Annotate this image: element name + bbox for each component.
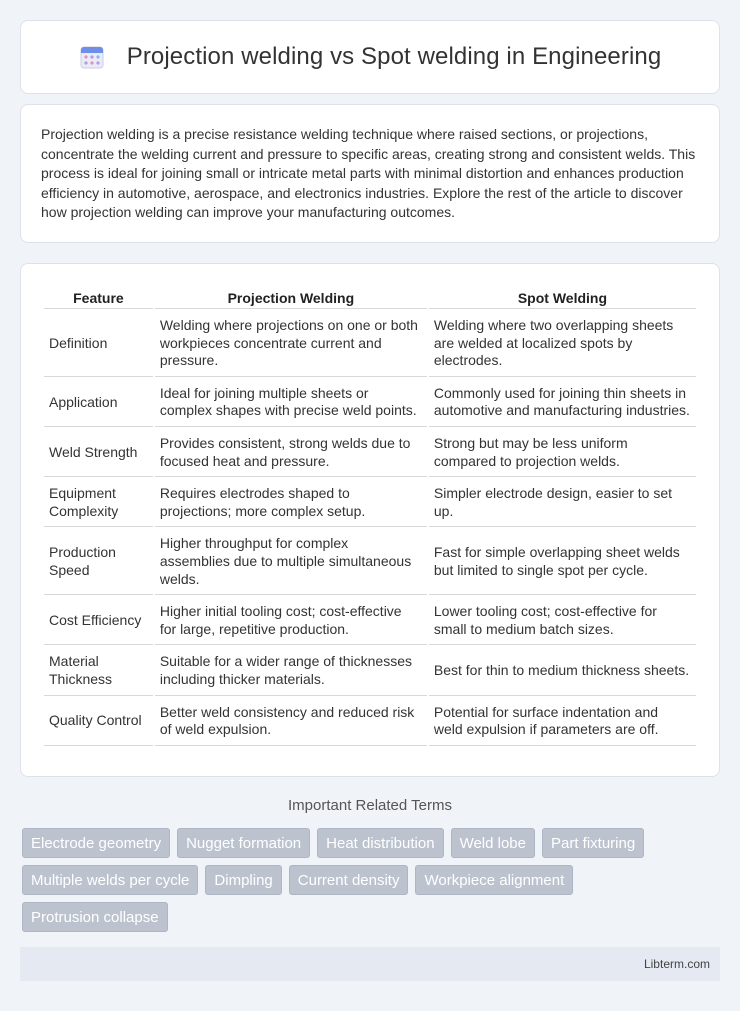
header-feature: Feature [44, 286, 153, 309]
intro-card [20, 104, 720, 243]
table-row [44, 529, 696, 595]
cell-spot-welding: Fast for simple overlapping sheet welds but limited to single spot per cycle. [429, 529, 696, 595]
cell-projection-welding: Welding where projections on one or both workpieces concentrate current and pressure. [155, 311, 427, 377]
cell-projection-welding: Requires electrodes shaped to projections; more complex setup. [155, 479, 427, 527]
cell-feature: Production Speed [44, 529, 153, 595]
related-terms-list [22, 828, 722, 932]
table-row [44, 379, 696, 427]
cell-feature: Definition [44, 311, 153, 377]
cell-spot-welding: Lower tooling cost; cost-effective for small to medium batch sizes. [429, 597, 696, 645]
header-projection-welding: Projection Welding [155, 286, 427, 309]
header-spot-welding: Spot Welding [429, 286, 696, 309]
cell-spot-welding: Simpler electrode design, easier to set up. [429, 479, 696, 527]
cell-feature: Material Thickness [44, 647, 153, 695]
cell-projection-welding: Suitable for a wider range of thicknesses including thicker materials. [155, 647, 427, 695]
page-title: Projection welding vs Spot welding in Engineering [126, 43, 662, 70]
cell-projection-welding: Higher initial tooling cost; cost-effective for large, repetitive production. [155, 597, 427, 645]
cell-spot-welding: Welding where two overlapping sheets are welded at localized spots by electrodes. [429, 311, 696, 377]
cell-feature: Application [44, 379, 153, 427]
related-terms-title: Important Related Terms [288, 797, 452, 814]
comparison-card [20, 263, 720, 777]
related-term-tag[interactable]: Dimpling [205, 865, 281, 895]
cell-feature: Equipment Complexity [44, 479, 153, 527]
table-row [44, 311, 696, 377]
related-term-tag[interactable]: Heat distribution [317, 828, 443, 858]
cell-spot-welding: Commonly used for joining thin sheets in automotive and manufacturing industries. [429, 379, 696, 427]
cell-feature: Quality Control [44, 698, 153, 746]
cell-projection-welding: Higher throughput for complex assemblies due to multiple simultaneous welds. [155, 529, 427, 595]
intro-text: Projection welding is a precise resistance welding technique where raised sections, or projections, concentrate the welding current and pressure to specific areas, creating strong and consistent welds. This process is ideal for joining small or intricate metal parts with minimal distortion and enhances production efficiency in automotive, aerospace, and electronics industries. Explore the rest of the article to discover how projection welding can improve your manufacturing outcomes. [41, 126, 696, 221]
table-row [44, 479, 696, 527]
footer-site-link[interactable]: Libterm.com [643, 957, 710, 971]
related-term-tag[interactable]: Workpiece alignment [415, 865, 573, 895]
related-term-tag[interactable]: Current density [289, 865, 409, 895]
cell-spot-welding: Strong but may be less uniform compared to projection welds. [429, 429, 696, 477]
related-term-tag[interactable]: Part fixturing [542, 828, 644, 858]
header-card [20, 20, 720, 94]
related-term-tag[interactable]: Nugget formation [177, 828, 310, 858]
table-header-row [44, 286, 696, 309]
related-term-tag[interactable]: Weld lobe [451, 828, 535, 858]
cell-spot-welding: Best for thin to medium thickness sheets. [429, 647, 696, 695]
footer [20, 947, 720, 981]
related-term-tag[interactable]: Electrode geometry [22, 828, 170, 858]
cell-projection-welding: Ideal for joining multiple sheets or complex shapes with precise weld points. [155, 379, 427, 427]
cell-feature: Cost Efficiency [44, 597, 153, 645]
table-row [44, 429, 696, 477]
cell-projection-welding: Provides consistent, strong welds due to focused heat and pressure. [155, 429, 427, 477]
table-row [44, 698, 696, 746]
cell-projection-welding: Better weld consistency and reduced risk of weld expulsion. [155, 698, 427, 746]
cell-spot-welding: Potential for surface indentation and weld expulsion if parameters are off. [429, 698, 696, 746]
table-row [44, 647, 696, 695]
cell-feature: Weld Strength [44, 429, 153, 477]
related-term-tag[interactable]: Multiple welds per cycle [22, 865, 198, 895]
comparison-table [42, 284, 698, 748]
related-term-tag[interactable]: Protrusion collapse [22, 902, 168, 932]
table-row [44, 597, 696, 645]
calendar-grid-icon [79, 44, 105, 70]
